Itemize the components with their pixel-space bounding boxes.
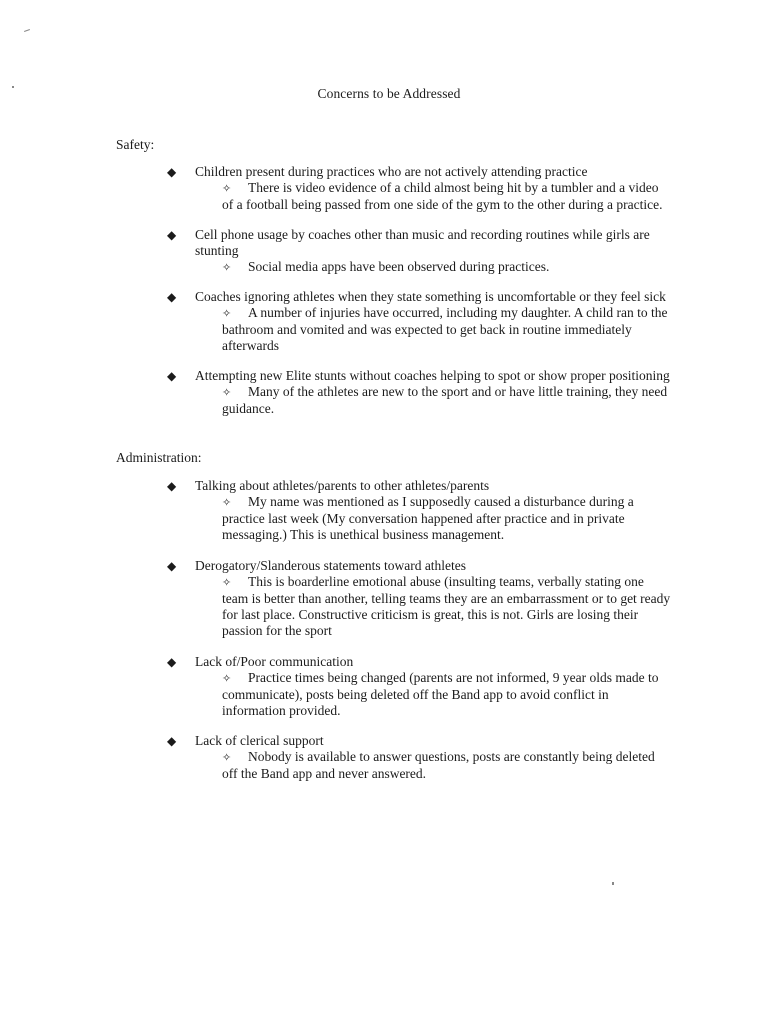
scan-speck	[612, 882, 614, 885]
detail-line: passion for the sport	[222, 623, 332, 638]
detail-line: guidance.	[222, 401, 275, 416]
list-item	[167, 289, 682, 354]
detail-line: off the Band app and never answered.	[222, 766, 427, 781]
item-detail	[222, 494, 682, 511]
item-detail	[222, 749, 682, 766]
detail-line: bathroom and vomited and was expected to get back in routine immediately	[222, 322, 632, 337]
section-heading-administration: Administration:	[116, 450, 202, 465]
detail-line: for last place. Constructive criticism is great, this is not. Girls are losing their	[222, 607, 639, 622]
hollow-four-point-star-icon: ✧	[222, 262, 232, 274]
item-detail	[222, 180, 682, 197]
item-main: Lack of/Poor communication	[195, 654, 354, 669]
detail-line: This is boarderline emotional abuse (insulting teams, verbally stating one	[248, 574, 644, 589]
document-title: Concerns to be Addressed	[317, 86, 461, 101]
item-detail	[222, 305, 682, 322]
filled-diamond-icon: ◆	[167, 479, 177, 493]
item-main: Derogatory/Slanderous statements toward athletes	[195, 558, 467, 573]
item-detail	[222, 384, 682, 401]
detail-line: team is better than another, telling teams they are an embarrassment or to get ready	[222, 591, 671, 606]
detail-line: My name was mentioned as I supposedly caused a disturbance during a	[248, 494, 634, 509]
detail-line: Many of the athletes are new to the sport and or have little training, they need	[248, 384, 668, 399]
list-item	[167, 733, 682, 782]
detail-line: Social media apps have been observed during practices.	[248, 259, 550, 274]
item-main: Cell phone usage by coaches other than music and recording routines while girls are	[195, 227, 650, 242]
detail-line: communicate), posts being deleted off the Band app to avoid conflict in	[222, 687, 609, 702]
hollow-four-point-star-icon: ✧	[222, 183, 232, 195]
section-heading-safety: Safety:	[116, 137, 155, 152]
filled-diamond-icon: ◆	[167, 559, 177, 573]
filled-diamond-icon: ◆	[167, 734, 177, 748]
detail-line: practice last week (My conversation happened after practice and in private	[222, 511, 625, 526]
detail-line: A number of injuries have occurred, including my daughter. A child ran to the	[248, 305, 668, 320]
list-item	[167, 368, 682, 417]
scan-speck	[24, 29, 30, 32]
filled-diamond-icon: ◆	[167, 165, 177, 179]
list-item	[167, 227, 682, 276]
filled-diamond-icon: ◆	[167, 228, 177, 242]
item-main: Lack of clerical support	[195, 733, 324, 748]
list-item	[167, 558, 682, 639]
list-item	[167, 164, 682, 213]
detail-line: of a football being passed from one side of the gym to the other during a practice.	[222, 197, 663, 212]
detail-line: Practice times being changed (parents are not informed, 9 year olds made to	[248, 670, 659, 685]
hollow-four-point-star-icon: ✧	[222, 673, 232, 685]
item-detail	[222, 259, 682, 276]
item-main: Children present during practices who are not actively attending practice	[195, 164, 588, 179]
item-main: Attempting new Elite stunts without coaches helping to spot or show proper positioning	[195, 368, 670, 383]
list-item	[167, 478, 682, 543]
hollow-four-point-star-icon: ✧	[222, 497, 232, 509]
detail-line: There is video evidence of a child almost being hit by a tumbler and a video	[248, 180, 659, 195]
hollow-four-point-star-icon: ✧	[222, 308, 232, 320]
filled-diamond-icon: ◆	[167, 655, 177, 669]
item-main: Coaches ignoring athletes when they state something is uncomfortable or they feel sick	[195, 289, 666, 304]
detail-line: messaging.) This is unethical business management.	[222, 527, 505, 542]
hollow-four-point-star-icon: ✧	[222, 387, 232, 399]
filled-diamond-icon: ◆	[167, 290, 177, 304]
item-detail	[222, 670, 682, 687]
hollow-four-point-star-icon: ✧	[222, 752, 232, 764]
filled-diamond-icon: ◆	[167, 369, 177, 383]
item-detail	[222, 574, 682, 591]
detail-line: information provided.	[222, 703, 341, 718]
hollow-four-point-star-icon: ✧	[222, 577, 232, 589]
list-item	[167, 654, 682, 719]
item-main: Talking about athletes/parents to other athletes/parents	[195, 478, 490, 493]
detail-line: afterwards	[222, 338, 279, 353]
detail-line: Nobody is available to answer questions, posts are constantly being deleted	[248, 749, 655, 764]
item-main-cont: stunting	[195, 243, 239, 258]
